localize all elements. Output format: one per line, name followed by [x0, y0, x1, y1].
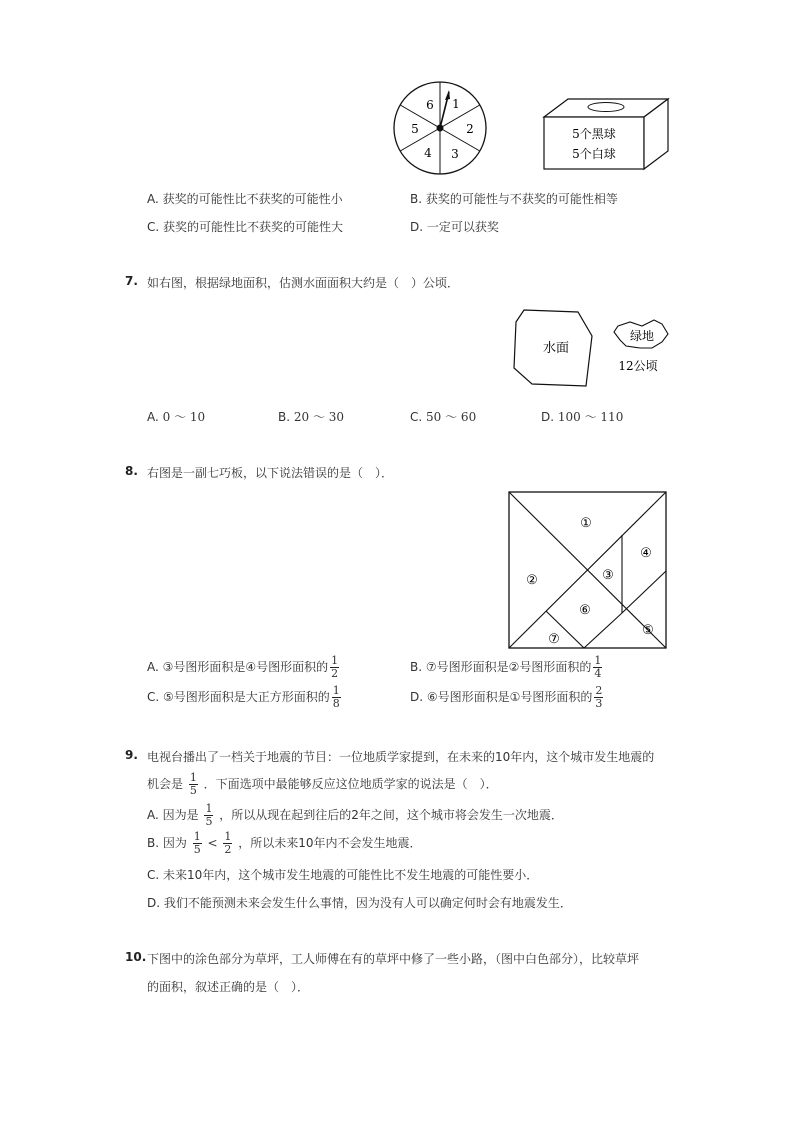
q6-option-a[interactable]: A. 获奖的可能性比不获奖的可能性小 [147, 192, 343, 206]
q7-option-c[interactable] [410, 408, 476, 425]
fraction: $\frac{1}{8}$ [332, 684, 340, 710]
water-label: 水面 [542, 341, 570, 356]
fraction: $\frac{1}{2}$ [224, 830, 232, 856]
q9-option-d[interactable]: D. 我们不能预测未来会发生什么事情，因为没有人可以确定何时会有地震发生． [147, 896, 572, 910]
tangram-label: ⑦ [548, 632, 560, 647]
water-area-figure [512, 308, 594, 390]
fraction: $\frac{1}{5}$ [205, 802, 213, 828]
spinner-number: 1 [452, 97, 460, 111]
q6-option-c[interactable]: C. 获奖的可能性比不获奖的可能性大 [147, 220, 344, 234]
spinner-number: 5 [411, 122, 419, 136]
less-than-sign: < [207, 836, 218, 850]
q8-option-d-text: D. ⑥号图形面积是①号图形面积的 [410, 690, 593, 704]
tangram-label: ⑥ [579, 603, 591, 618]
tangram-label: ① [580, 516, 592, 531]
q7-option-b-letter: B. [278, 410, 291, 424]
fraction: $\frac{1}{2}$ [331, 654, 339, 680]
green-area-figure [612, 318, 676, 380]
q8-option-c[interactable] [147, 685, 343, 710]
box-line: 5个白球 [572, 147, 616, 161]
q8-option-a-text: A. ③号图形面积是④号图形面积的 [147, 660, 329, 674]
spinner-number: 2 [466, 122, 474, 136]
q7-option-c-range: 50 ～ 60 [426, 410, 477, 424]
q10-line2: 的面积，叙述正确的是（ ）． [147, 980, 310, 994]
q9-number: 9. [125, 748, 138, 762]
spinner-figure [390, 78, 490, 178]
q7-option-a[interactable] [147, 408, 205, 425]
q7-option-d-range: 100 ～ 110 [557, 410, 624, 424]
tangram-figure [508, 491, 668, 651]
fraction: $\frac{1}{5}$ [193, 830, 201, 856]
q10-line1: 下图中的涂色部分为草坪，工人师傅在有的草坪中修了一些小路，（图中白色部分），比较草坪 [147, 952, 640, 966]
box-line: 5个黑球 [572, 127, 616, 141]
ball-box-figure [540, 95, 672, 173]
q8-option-b-text: B. ⑦号图形面积是②号图形面积的 [410, 660, 592, 674]
q7-option-d-letter: D. [541, 410, 555, 424]
q7-option-b-range: 20 ～ 30 [293, 410, 345, 424]
tangram-label: ⑤ [642, 623, 654, 638]
tangram-label: ④ [640, 546, 652, 561]
q9-option-a[interactable]: A. 因为是 $\frac{1}{5}$ ，所以从现在起到往后的2年之间，这个城市将会发生一次地震． [147, 802, 563, 828]
q8-option-a[interactable] [147, 655, 341, 680]
tangram-label: ③ [602, 568, 614, 583]
q9-option-c[interactable]: C. 未来10年内，这个城市发生地震的可能性比不发生地震的可能性要小． [147, 868, 539, 882]
q7-option-b[interactable] [278, 408, 344, 425]
q10-number: 10. [125, 950, 147, 964]
q8-option-d[interactable] [410, 685, 605, 710]
q9-line1: 电视台播出了一档关于地震的节目：一位地质学家提到，在未来的10年内，这个城市发生地震的 [147, 750, 655, 764]
q9-option-b[interactable]: B. 因为 $\frac{1}{5}$ < $\frac{1}{2}$ ，所以未来10年内不会发生地震． [147, 830, 422, 856]
q8-number: 8. [125, 464, 138, 478]
q7-option-a-range: 0 ～ 10 [162, 410, 206, 424]
green-area-value: 12公顷 [618, 359, 658, 373]
fraction: $\frac{2}{3}$ [595, 684, 603, 710]
spinner-number: 3 [451, 147, 459, 161]
green-label: 绿地 [629, 329, 655, 343]
spinner-number: 4 [424, 146, 432, 160]
q6-option-b[interactable]: B. 获奖的可能性与不获奖的可能性相等 [410, 192, 618, 206]
q7-option-a-letter: A. [147, 410, 159, 424]
fraction: $\frac{1}{5}$ [189, 771, 197, 797]
spinner-number: 6 [426, 98, 434, 112]
q8-text: 右图是一副七巧板，以下说法错误的是（ ）． [147, 466, 394, 480]
q6-option-d[interactable]: D. 一定可以获奖 [410, 220, 499, 234]
q9-line2: 机会是 $\frac{1}{5}$ ．下面选项中最能够反应这位地质学家的说法是（ ）． [147, 771, 498, 797]
q7-option-c-letter: C. [410, 410, 423, 424]
fraction: $\frac{1}{4}$ [594, 654, 602, 680]
q7-number: 7. [125, 274, 138, 288]
tangram-label: ② [526, 573, 538, 588]
q8-option-c-text: C. ⑤号图形面积是大正方形面积的 [147, 690, 330, 704]
q7-text: 如右图，根据绿地面积，估测水面面积大约是（ ）公顷． [147, 276, 460, 290]
q8-option-b[interactable] [410, 655, 604, 680]
q7-option-d[interactable] [541, 408, 623, 425]
